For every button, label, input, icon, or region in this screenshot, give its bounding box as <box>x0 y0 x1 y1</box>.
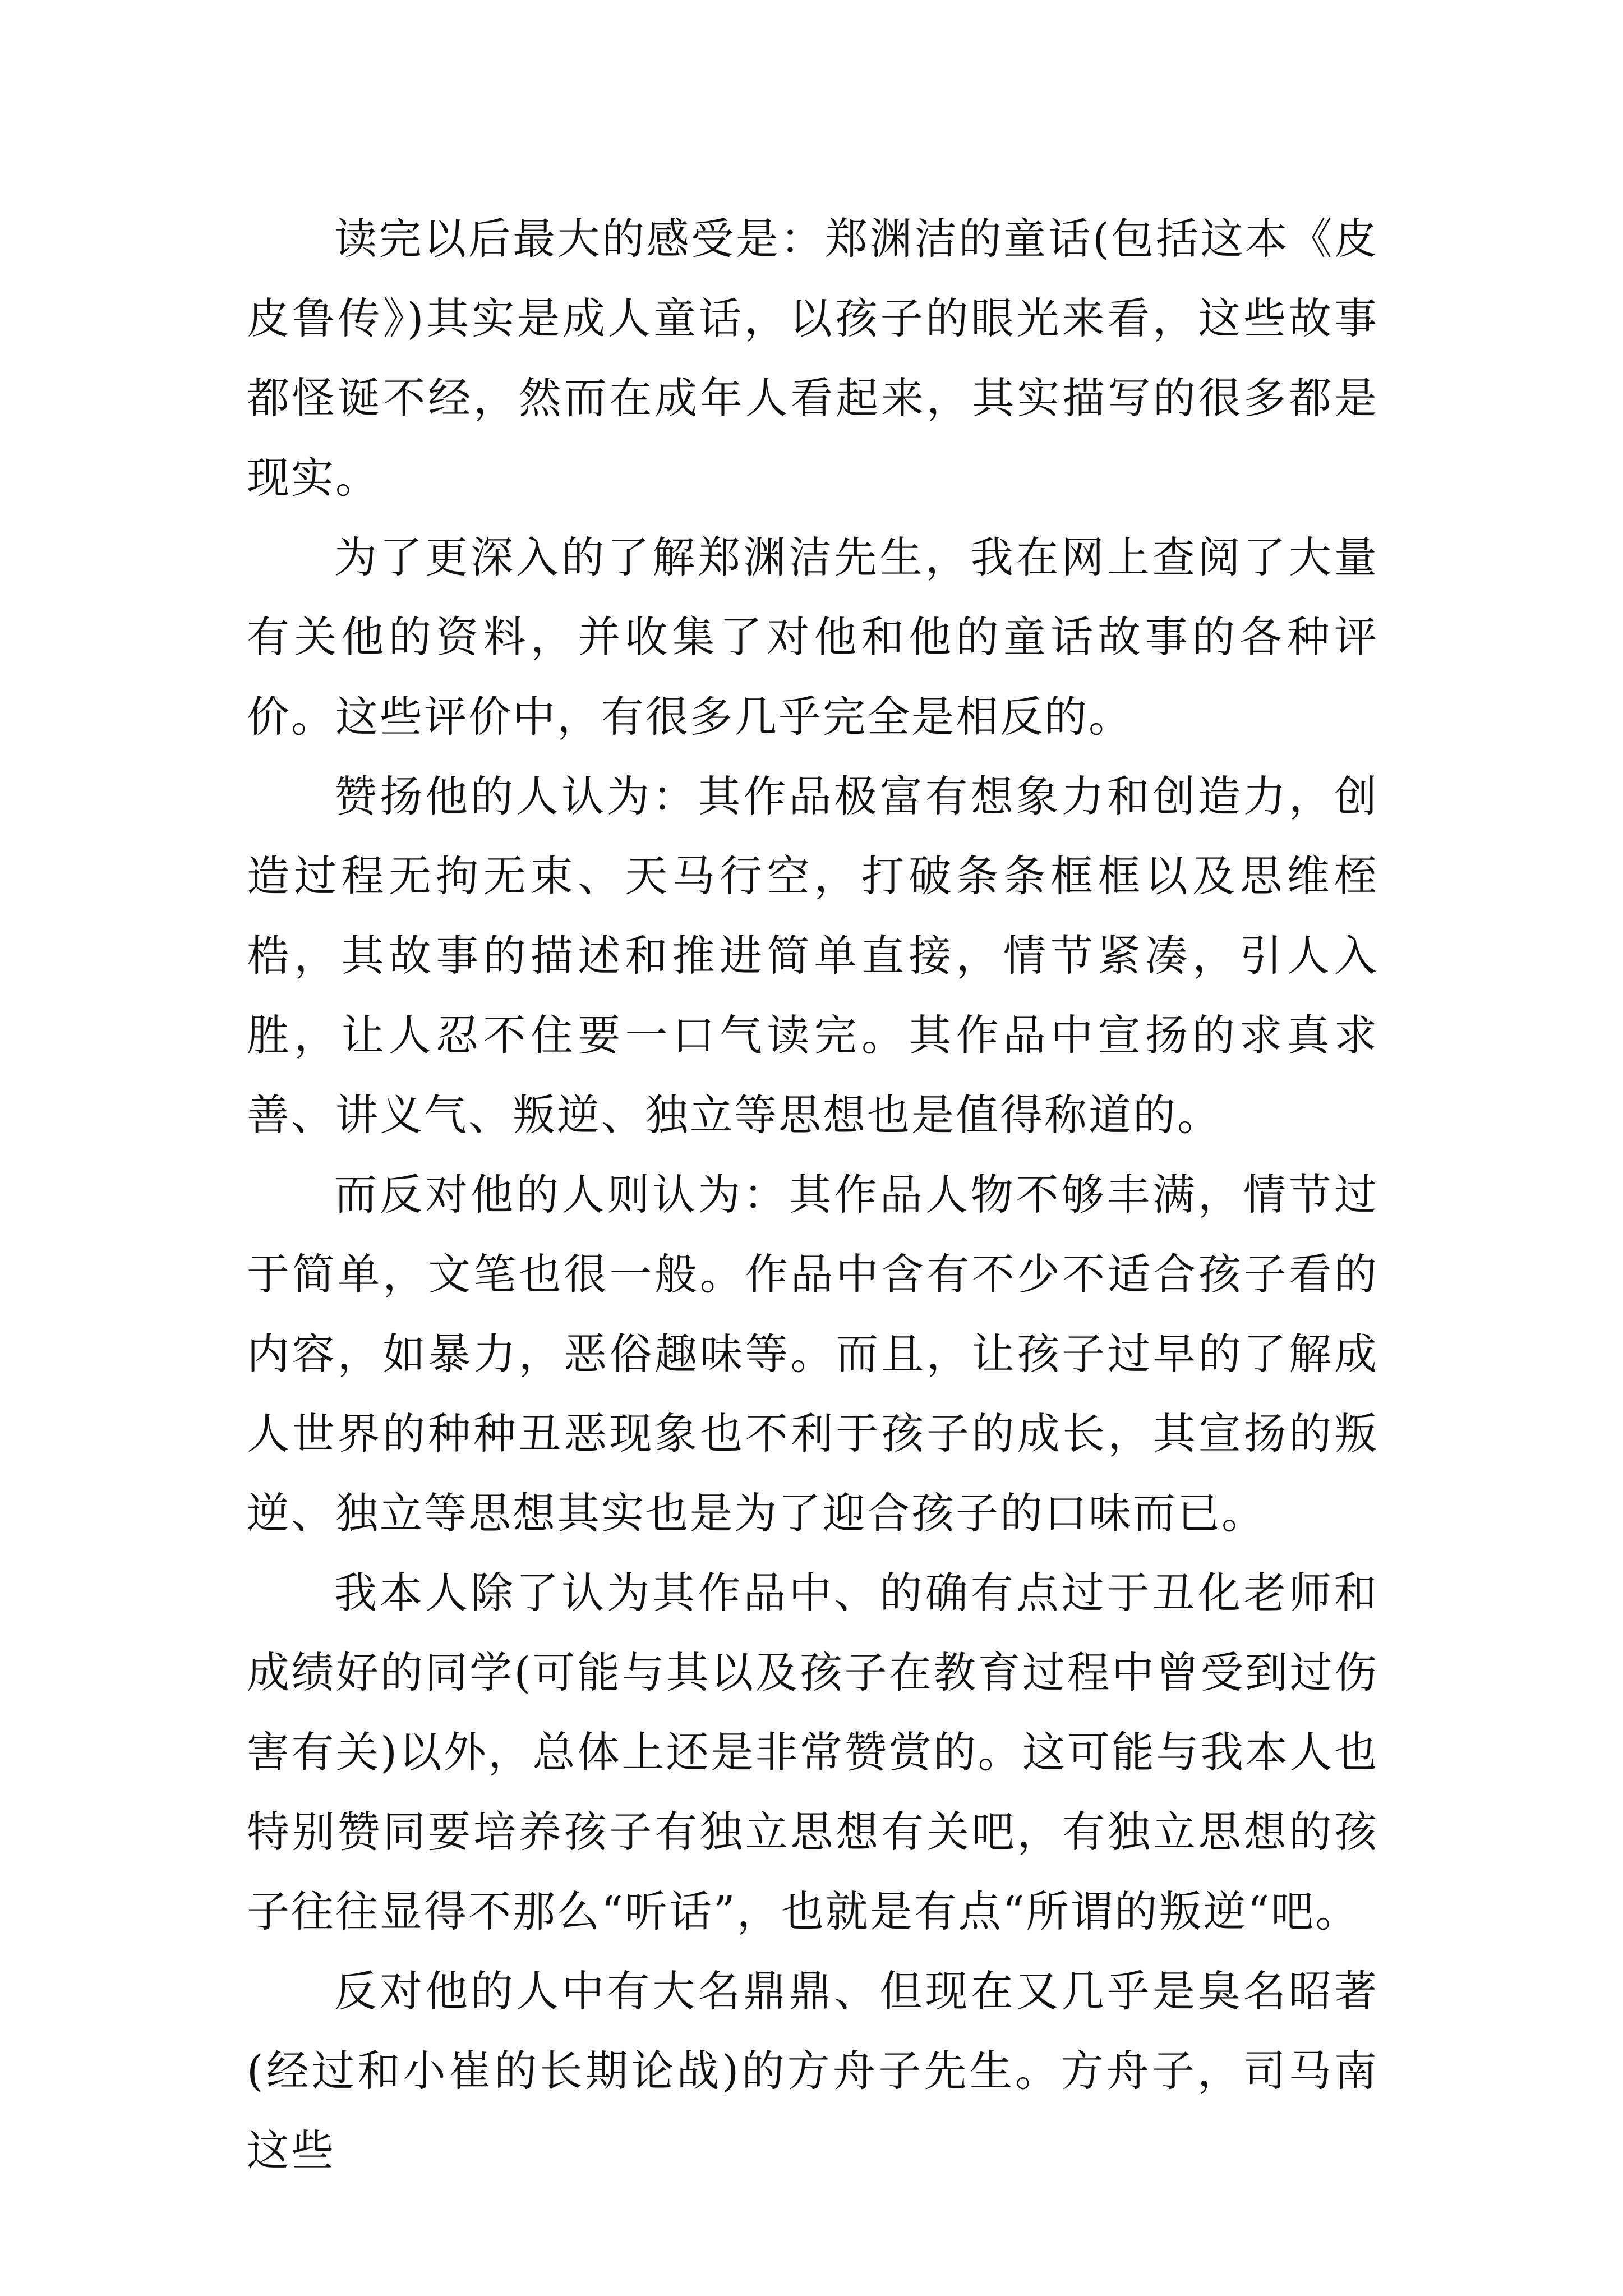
document-body <box>247 199 1378 2191</box>
paragraph-2: 为了更深入的了解郑渊洁先生，我在网上查阅了大量有关他的资料，并收集了对他和他的童话故事的各种评价。这些评价中，有很多几乎完全是相反的。 <box>247 532 1378 742</box>
paragraph-5: 我本人除了认为其作品中、的确有点过于丑化老师和成绩好的同学(可能与其以及孩子在教育过程中曾受到过伤害有关)以外，总体上还是非常赞赏的。这可能与我本人也特别赞同要培养孩子有独立思想有关吧，有独立思想的孩子往往显得不那么“听话”，也就是有点“所谓的叛逆“吧。 <box>247 1568 1378 1936</box>
paragraph-3: 赞扬他的人认为：其作品极富有想象力和创造力，创造过程无拘无束、天马行空，打破条条框框以及思维桎梏，其故事的描述和推进简单直接，情节紧凑，引人入胜，让人忍不住要一口气读完。其作品中宣扬的求真求善、讲义气、叛逆、独立等思想也是值得称道的。 <box>247 771 1378 1140</box>
paragraph-6: 反对他的人中有大名鼎鼎、但现在又几乎是臭名昭著(经过和小崔的长期论战)的方舟子先生。方舟子，司马南这些 <box>247 1966 1378 2175</box>
paragraph-1: 读完以后最大的感受是：郑渊洁的童话(包括这本《皮皮鲁传》)其实是成人童话，以孩子的眼光来看，这些故事都怪诞不经，然而在成年人看起来，其实描写的很多都是现实。 <box>247 214 1378 503</box>
paragraph-4: 而反对他的人则认为：其作品人物不够丰满，情节过于简单，文笔也很一般。作品中含有不少不适合孩子看的内容，如暴力，恶俗趣味等。而且，让孩子过早的了解成人世界的种种丑恶现象也不利于孩子的成长，其宣扬的叛逆、独立等思想其实也是为了迎合孩子的口味而已。 <box>247 1170 1378 1538</box>
